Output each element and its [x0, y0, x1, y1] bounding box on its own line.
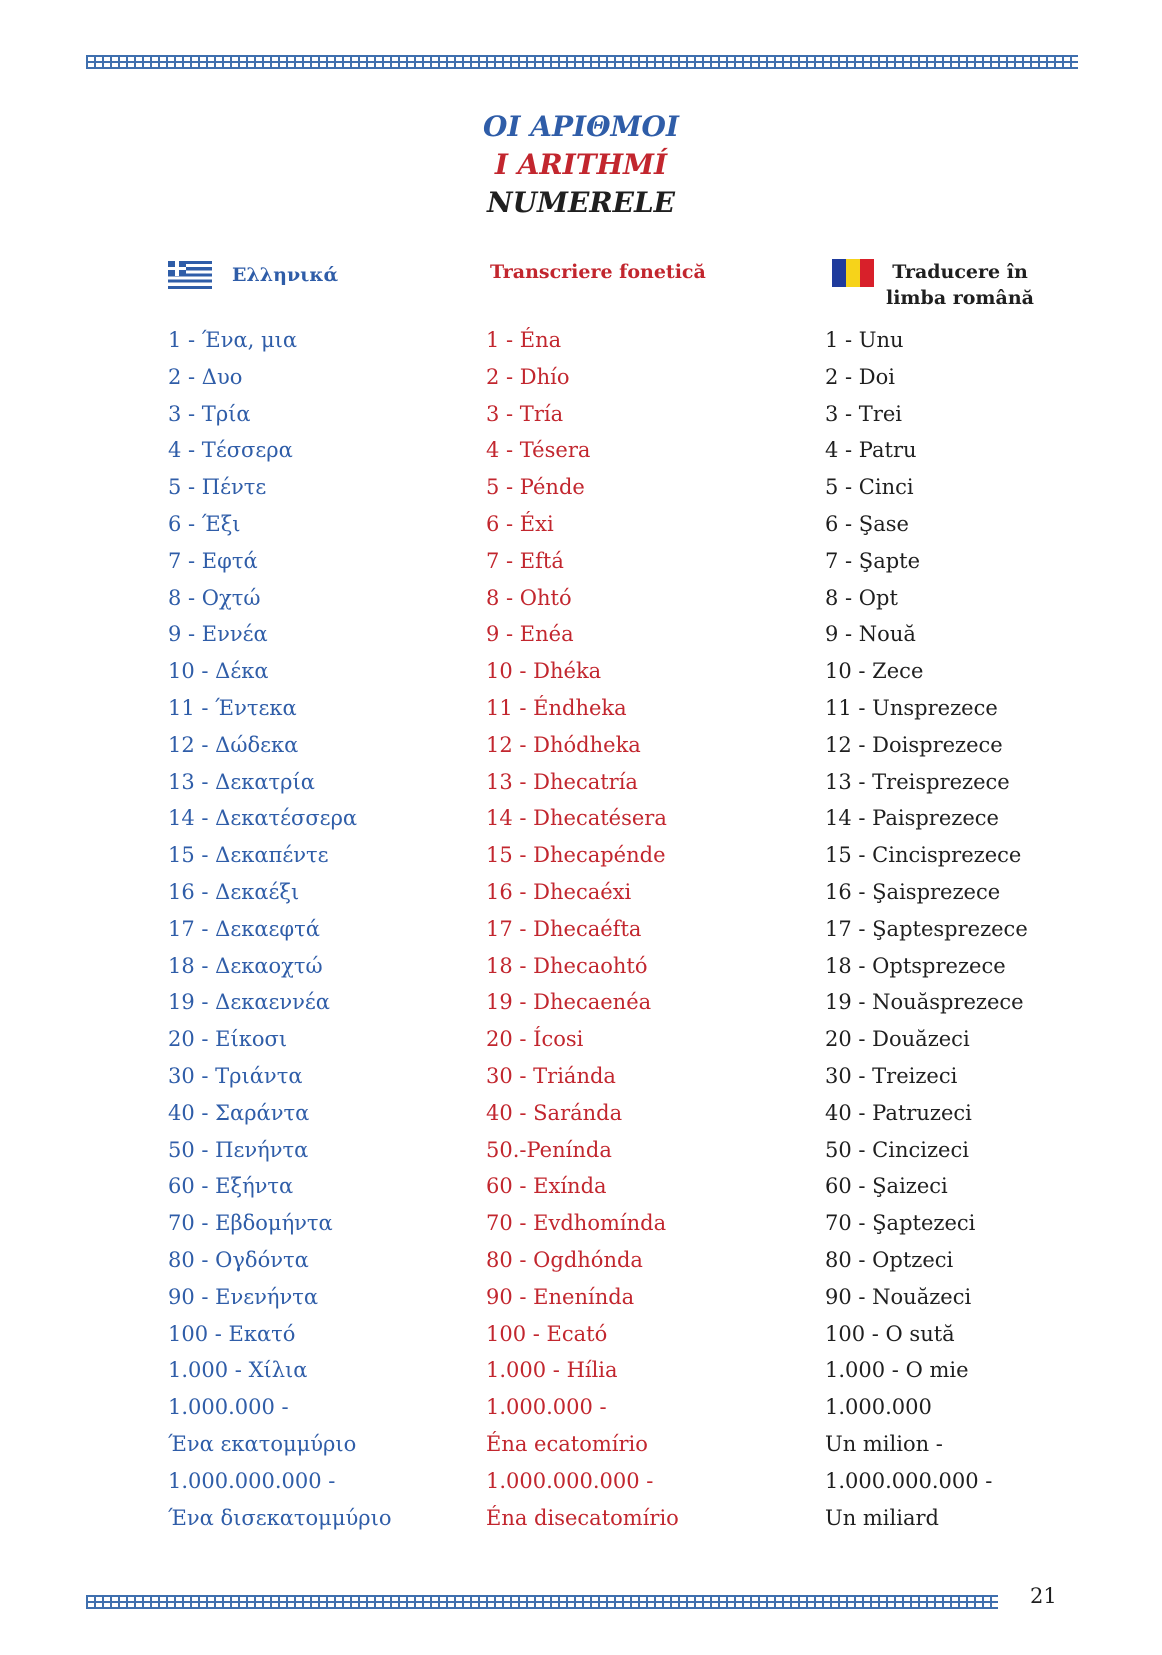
romanian-word: 12 - Doisprezece [825, 732, 1003, 757]
romanian-word: 8 - Opt [825, 585, 898, 610]
greek-word: 11 - Έντεκα [168, 695, 297, 720]
greek-word: 30 - Τριάντα [168, 1063, 303, 1088]
romanian-word: 17 - Şaptesprezece [825, 916, 1028, 941]
romanian-word: 19 - Nouăsprezece [825, 990, 1024, 1015]
romanian-word: 70 - Şaptezeci [825, 1211, 976, 1236]
romanian-word: 1.000.000 [825, 1395, 932, 1420]
phonetic-word: 6 - Éxi [486, 511, 554, 536]
greek-word: 8 - Οχτώ [168, 585, 261, 610]
greek-word: 10 - Δέκα [168, 659, 269, 684]
phonetic-word: 1.000 - Hília [486, 1358, 618, 1383]
romanian-word: 18 - Optsprezece [825, 953, 1006, 978]
romanian-word: 11 - Unsprezece [825, 695, 998, 720]
phonetic-word: 60 - Exínda [486, 1174, 607, 1199]
romanian-word: 4 - Patru [825, 438, 917, 463]
greek-word: 80 - Ογδόντα [168, 1247, 309, 1272]
phonetic-word: 8 - Ohtó [486, 585, 572, 610]
greek-word: 16 - Δεκαέξι [168, 879, 300, 904]
romanian-word: 1.000 - O mie [825, 1358, 969, 1383]
romanian-word: 1.000.000.000 - [825, 1468, 993, 1493]
greek-word: 18 - Δεκαοχτώ [168, 953, 323, 978]
romanian-word: 16 - Şaisprezece [825, 879, 1001, 904]
phonetic-word: 5 - Pénde [486, 475, 585, 500]
phonetic-word: 40 - Saránda [486, 1100, 623, 1125]
phonetic-word: 3 - Tría [486, 401, 564, 426]
phonetic-column [486, 322, 679, 1536]
phonetic-word: 19 - Dhecaenéa [486, 990, 652, 1015]
romanian-word: 5 - Cinci [825, 475, 914, 500]
phonetic-word: 13 - Dhecatría [486, 769, 638, 794]
phonetic-word: Éna disecatomírio [486, 1505, 679, 1530]
phonetic-word: 17 - Dhecaéfta [486, 916, 642, 941]
romanian-word: 2 - Doi [825, 364, 896, 389]
greek-word: 9 - Εννέα [168, 622, 268, 647]
phonetic-word: 70 - Evdhomínda [486, 1211, 667, 1236]
greek-word: 1.000.000 - [168, 1395, 289, 1420]
greek-word: 17 - Δεκαεφτά [168, 916, 320, 941]
greek-word: 1.000.000.000 - [168, 1468, 336, 1493]
phonetic-word: 30 - Triánda [486, 1063, 616, 1088]
romanian-flag-icon [832, 259, 874, 287]
greek-word: 4 - Τέσσερα [168, 438, 293, 463]
phonetic-word: 2 - Dhío [486, 364, 570, 389]
romanian-word: 13 - Treisprezece [825, 769, 1010, 794]
greek-key-border-top [86, 55, 1078, 69]
phonetic-word: 1.000.000 - [486, 1395, 607, 1420]
header-greek [168, 261, 338, 289]
greek-word: 40 - Σαράντα [168, 1100, 310, 1125]
greek-word: Ένα εκατομμύριο [168, 1431, 357, 1456]
greek-word: 20 - Είκοσι [168, 1027, 288, 1052]
greek-word: 2 - Δυο [168, 364, 243, 389]
romanian-word: 30 - Treizeci [825, 1063, 958, 1088]
greek-word: 6 - Έξι [168, 511, 241, 536]
title-romanian: NUMERELE [487, 186, 675, 219]
greek-word: Ένα δισεκατομμύριο [168, 1505, 392, 1530]
header-romanian-line2: limba română [886, 287, 1034, 309]
romanian-word: 80 - Optzeci [825, 1247, 954, 1272]
romanian-word: Un milion - [825, 1431, 943, 1456]
greek-word: 60 - Εξήντα [168, 1174, 294, 1199]
header-greek-label: Ελληνικά [232, 264, 339, 286]
phonetic-word: 11 - Éndheka [486, 695, 627, 720]
romanian-word: 20 - Douăzeci [825, 1027, 970, 1052]
greek-word: 7 - Εφτά [168, 548, 258, 573]
romanian-word: 10 - Zece [825, 659, 924, 684]
phonetic-word: 18 - Dhecaohtó [486, 953, 648, 978]
greek-key-border-bottom [86, 1595, 998, 1609]
phonetic-word: Éna ecatomírio [486, 1431, 648, 1456]
phonetic-word: 14 - Dhecatésera [486, 806, 667, 831]
romanian-column [825, 322, 1028, 1536]
phonetic-word: 7 - Eftá [486, 548, 564, 573]
phonetic-word: 4 - Tésera [486, 438, 591, 463]
phonetic-word: 9 - Enéa [486, 622, 574, 647]
phonetic-word: 50.-Penínda [486, 1137, 612, 1162]
romanian-word: 15 - Cincisprezece [825, 843, 1022, 868]
romanian-word: 1 - Unu [825, 328, 904, 352]
romanian-word: Un miliard [825, 1505, 939, 1530]
phonetic-word: 1 - Éna [486, 328, 562, 352]
greek-word: 13 - Δεκατρία [168, 769, 315, 794]
greek-word: 19 - Δεκαεννέα [168, 990, 330, 1015]
phonetic-word: 1.000.000.000 - [486, 1468, 654, 1493]
title-greek: ΟΙ ΑΡΙΘΜΟΙ [483, 110, 679, 143]
romanian-word: 14 - Paisprezece [825, 806, 999, 831]
greek-word: 15 - Δεκαπέντε [168, 843, 329, 868]
greek-word: 3 - Τρία [168, 401, 251, 426]
romanian-word: 9 - Nouă [825, 622, 916, 647]
phonetic-word: 100 - Ecató [486, 1321, 608, 1346]
header-phonetic: Transcriere fonetică [490, 261, 706, 283]
romanian-word: 3 - Trei [825, 401, 902, 426]
phonetic-word: 90 - Enenínda [486, 1284, 635, 1309]
phonetic-word: 10 - Dhéka [486, 659, 602, 684]
header-romanian [832, 259, 1034, 311]
greek-word: 70 - Εβδομήντα [168, 1211, 333, 1236]
romanian-word: 50 - Cincizeci [825, 1137, 969, 1162]
greek-word: 1.000 - Χίλια [168, 1358, 308, 1383]
romanian-word: 6 - Şase [825, 511, 909, 536]
phonetic-word: 20 - Ícosi [486, 1027, 584, 1052]
phonetic-word: 80 - Ogdhónda [486, 1247, 643, 1272]
greek-flag-icon [168, 261, 212, 289]
greek-word: 12 - Δώδεκα [168, 732, 299, 757]
header-romanian-line1: Traducere în [892, 261, 1028, 283]
title-block [0, 108, 1162, 222]
phonetic-word: 12 - Dhódheka [486, 732, 641, 757]
greek-word: 1 - Ένα, μια [168, 328, 298, 352]
page-number: 21 [1030, 1584, 1057, 1608]
phonetic-word: 15 - Dhecapénde [486, 843, 666, 868]
greek-word: 14 - Δεκατέσσερα [168, 806, 358, 831]
phonetic-word: 16 - Dhecaéxi [486, 879, 632, 904]
romanian-word: 60 - Şaizeci [825, 1174, 948, 1199]
romanian-word: 100 - O sută [825, 1321, 955, 1346]
greek-word: 90 - Ενενήντα [168, 1284, 319, 1309]
greek-word: 50 - Πενήντα [168, 1137, 309, 1162]
romanian-word: 40 - Patruzeci [825, 1100, 972, 1125]
greek-word: 5 - Πέντε [168, 475, 267, 500]
greek-column [168, 322, 391, 1536]
greek-word: 100 - Εκατό [168, 1321, 296, 1346]
romanian-word: 90 - Nouăzeci [825, 1284, 972, 1309]
title-transliteration: I ARITHMÍ [494, 148, 668, 181]
romanian-word: 7 - Şapte [825, 548, 921, 573]
